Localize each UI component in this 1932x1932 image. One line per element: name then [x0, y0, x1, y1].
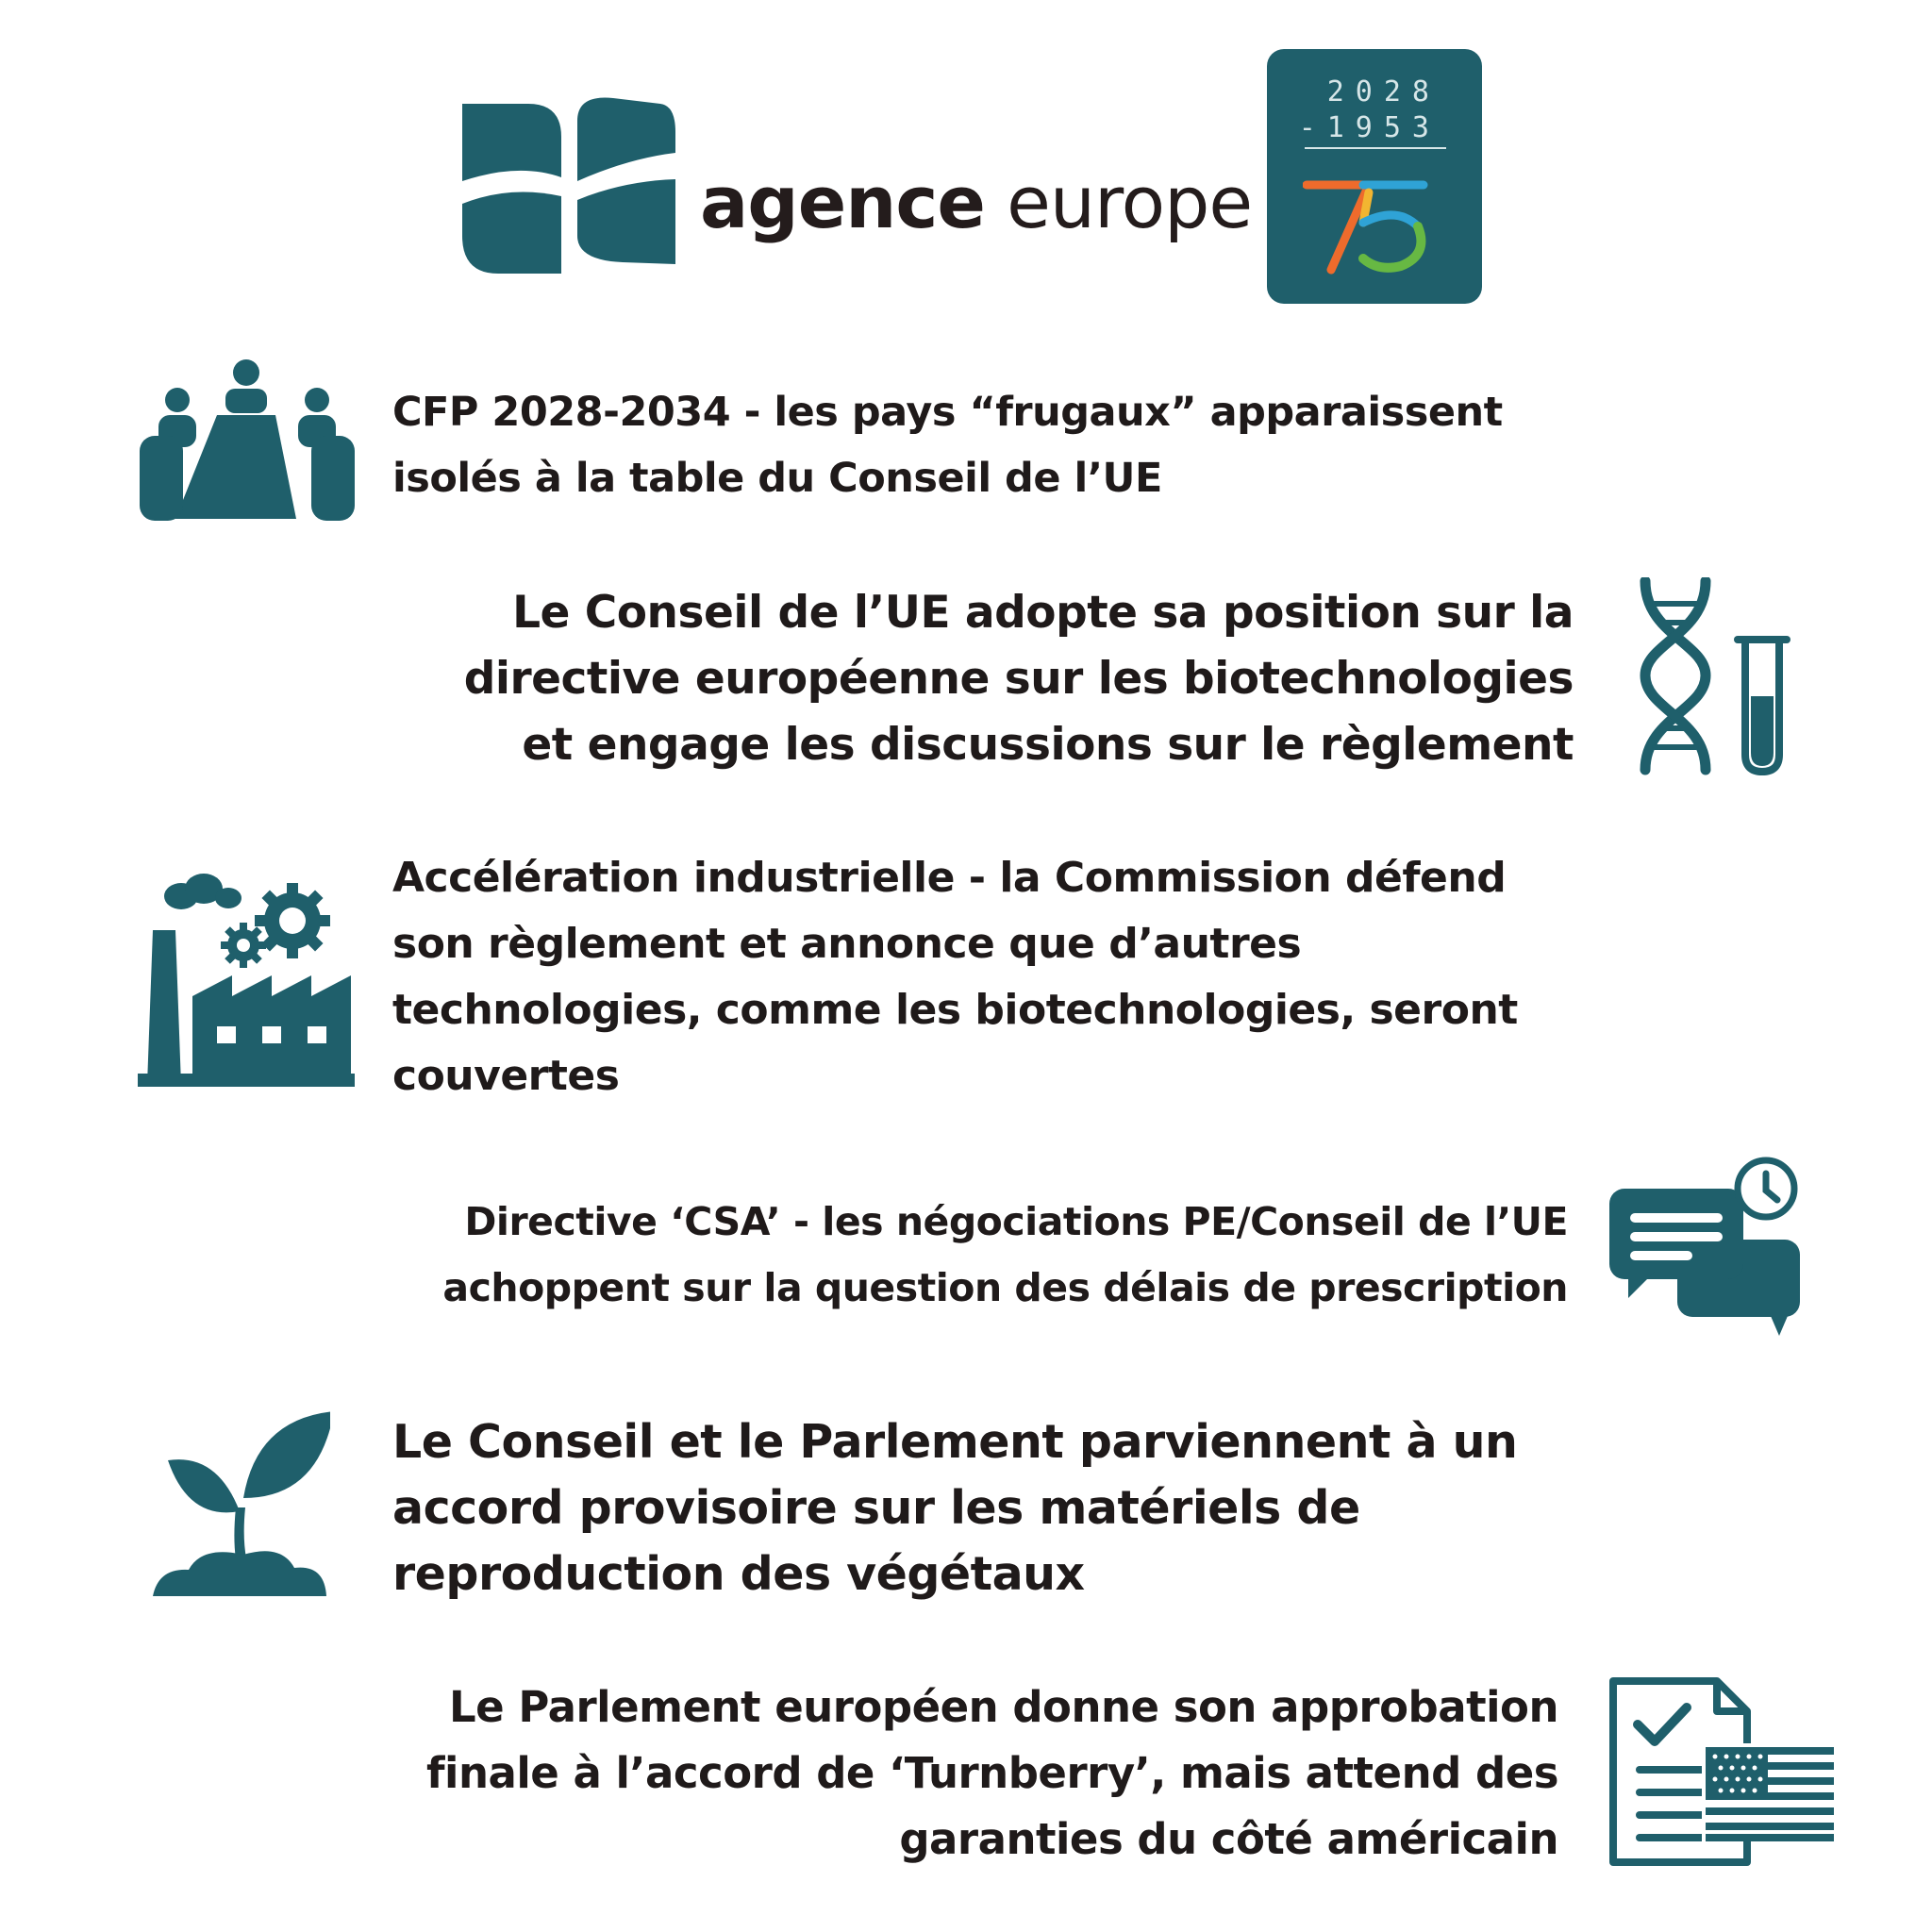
factory-gears-icon: [138, 872, 355, 1087]
headline-5-line-1: Le Conseil et le Parlement parviennent à un: [392, 1415, 1518, 1469]
headline-5-line-3: reproduction des végétaux: [392, 1547, 1085, 1601]
headline-1-line-1: CFP 2028-2034 - les pays “frugaux” apparaissent: [392, 389, 1503, 436]
brand-name: [700, 160, 1252, 245]
headline-4-line-2: achoppent sur la question des délais de prescription: [442, 1265, 1568, 1310]
anniversary-year-start: -1953: [1298, 111, 1441, 144]
seedling-icon: [151, 1404, 330, 1598]
chat-clock-icon: [1606, 1153, 1804, 1341]
anniversary-year-end: 2028: [1326, 75, 1441, 108]
headline-6-line-1: Le Parlement européen donne son approbation: [448, 1682, 1558, 1732]
anniversary-75-graphic: [1303, 164, 1444, 281]
headline-3-line-4: couvertes: [392, 1052, 620, 1100]
agence-europe-logo-icon: [462, 94, 677, 283]
dna-test-tube-icon: [1634, 577, 1804, 775]
headline-4-line-1: Directive ‘CSA’ - les négociations PE/Conseil de l’UE: [464, 1199, 1568, 1244]
meeting-table-icon: [136, 357, 357, 523]
headline-4: [442, 1189, 1568, 1321]
brand-name-bold: agence: [700, 160, 985, 244]
headline-6: [426, 1674, 1558, 1873]
headline-6-line-3: garanties du côté américain: [899, 1814, 1558, 1864]
headline-2-line-2: directive européenne sur les biotechnologies: [463, 653, 1574, 705]
headline-5: [392, 1409, 1517, 1607]
anniversary-divider: [1305, 147, 1446, 149]
document-us-flag-icon: [1606, 1675, 1840, 1870]
headline-5-line-2: accord provisoire sur les matériels de: [392, 1481, 1360, 1535]
headline-1-line-2: isolés à la table du Conseil de l’UE: [392, 455, 1162, 502]
headline-3: [392, 845, 1518, 1109]
headline-2-line-1: Le Conseil de l’UE adopte sa position sur la: [512, 587, 1574, 639]
anniversary-badge: [1267, 49, 1482, 304]
headline-3-line-1: Accélération industrielle - la Commission défend: [392, 854, 1507, 902]
headline-6-line-2: finale à l’accord de ‘Turnberry’, mais attend des: [425, 1748, 1558, 1798]
header: [0, 0, 1932, 321]
brand-name-regular: europe: [984, 160, 1253, 244]
headline-3-line-2: son règlement et annonce que d’autres: [392, 920, 1302, 968]
headline-2: [464, 580, 1574, 778]
headline-3-line-3: technologies, comme les biotechnologies, seront: [392, 986, 1518, 1034]
headline-1: [392, 379, 1503, 511]
headline-2-line-3: et engage les discussions sur le règlement: [522, 719, 1574, 771]
